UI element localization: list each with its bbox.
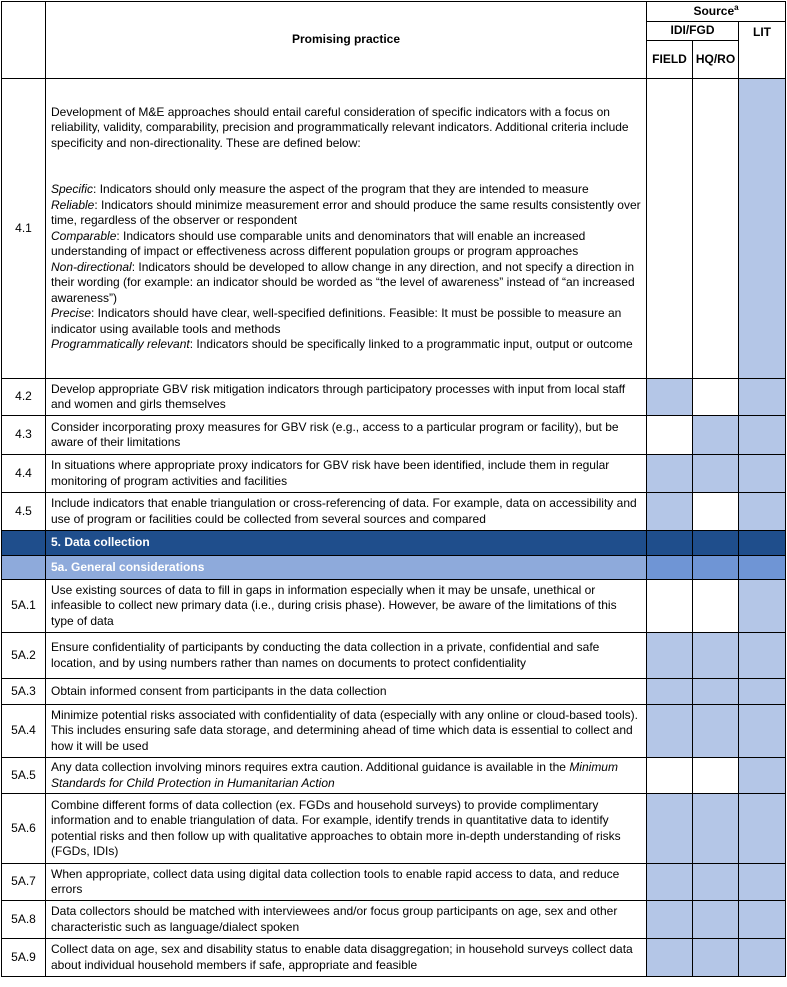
definition-item: Precise: Indicators should have clear, well-specified definitions. Feasible: It must be possible to measure an indicator using available tools and methods: [51, 306, 622, 336]
definition-item: Reliable: Indicators should minimize measurement error and should produce the same results consistently over time, regardless of the observer or respondent: [51, 197, 641, 227]
row-number: 5A.7: [2, 864, 46, 901]
field-cell: [647, 901, 693, 939]
row-text: Develop appropriate GBV risk mitigation indicators through participatory processes with input from local staff and women and girls themselves: [46, 379, 647, 416]
table-row: [2, 679, 786, 705]
row-text: When appropriate, collect data using digital data collection tools to enable rapid access to data, and reduce errors: [46, 864, 647, 901]
row-text: Include indicators that enable triangulation or cross-referencing of data. For example, data on accessibility and use of program or facilities could be collected from several sources and compared: [46, 493, 647, 531]
row-4-1-intro: Development of M&E approaches should entail careful consideration of specific indicators with a focus on reliability, validity, comparability, precision and programmatically relevant indicators. Additional criteria include specificity and non-directionality. These are defined below:: [51, 104, 629, 150]
table-row: [2, 939, 786, 977]
row-number: 4.1: [2, 79, 46, 379]
table-row: [2, 901, 786, 939]
hq-ro-cell: [693, 864, 739, 901]
table-row: [2, 455, 786, 493]
header-promising-practice: Promising practice: [46, 2, 647, 79]
row-text: In situations where appropriate proxy indicators for GBV risk have been identified, include them in regular monitoring of program activities and facilities: [46, 455, 647, 493]
row-number: 4.5: [2, 493, 46, 531]
row-number: 5A.8: [2, 901, 46, 939]
lit-cell: [739, 379, 786, 416]
lit-cell: [739, 794, 786, 864]
hq-ro-cell: [693, 633, 739, 679]
row-number: 5A.2: [2, 633, 46, 679]
header-num-cell: [2, 2, 46, 79]
lit-cell: [739, 580, 786, 633]
field-cell: [647, 416, 693, 455]
table-row: [2, 705, 786, 758]
definition-item: Non-directional: Indicators should be developed to allow change in any direction, and not specify a direction in their wording (for example: an indicator should be worded as “the level of awareness” instead of “an increased awareness”): [51, 259, 635, 305]
row-number: 4.2: [2, 379, 46, 416]
definition-item: Programmatically relevant: Indicators should be specifically linked to a programmatic input, output or outcome: [51, 337, 633, 351]
table-row: [2, 758, 786, 794]
field-cell: [647, 493, 693, 531]
lit-cell: [739, 79, 786, 379]
hq-ro-cell: [693, 379, 739, 416]
row-text: Ensure confidentiality of participants by conducting the data collection in a private, confidential and safe location, and by using numbers rather than names on documents to protect confidentiality: [46, 633, 647, 679]
header-idi-fgd: IDI/FGD: [647, 22, 739, 41]
field-cell: [647, 794, 693, 864]
section-header-row: [2, 531, 786, 556]
row-number: 5A.3: [2, 679, 46, 705]
row-text: Use existing sources of data to fill in gaps in information especially when it may be unsafe, unethical or infeasible to collect new primary data (i.e., during crisis phase). However, be aware of the limitations of this type of data: [46, 580, 647, 633]
table-row: [2, 379, 786, 416]
hq-ro-cell: [693, 705, 739, 758]
row-text: Consider incorporating proxy measures for GBV risk (e.g., access to a particular program or facility), but be aware of their limitations: [46, 416, 647, 455]
table-row: [2, 794, 786, 864]
section-title: 5. Data collection: [46, 531, 647, 556]
row-number: 4.3: [2, 416, 46, 455]
practices-table: [1, 1, 786, 977]
table-row: [2, 79, 786, 379]
table-row: [2, 493, 786, 531]
hq-ro-cell: [693, 758, 739, 794]
field-cell: [647, 939, 693, 977]
field-cell: [647, 679, 693, 705]
hq-ro-cell: [693, 679, 739, 705]
hq-ro-cell: [693, 493, 739, 531]
row-number: 5A.4: [2, 705, 46, 758]
row-text: Any data collection involving minors requires extra caution. Additional guidance is available in the Minimum Standards for Child Protection in Humanitarian Action: [46, 758, 647, 794]
header-field: FIELD: [647, 41, 693, 79]
row-text: Collect data on age, sex and disability status to enable data disaggregation; in household surveys collect data about individual household members if safe, appropriate and feasible: [46, 939, 647, 977]
definition-item: Specific: Indicators should only measure the aspect of the program that they are intended to measure: [51, 182, 589, 196]
hq-ro-cell: [693, 455, 739, 493]
row-text: Minimize potential risks associated with confidentiality of data (especially with any online or cloud-based tools). This includes ensuring safe data storage, and determining ahead of time which data is essential to collect and how it will be used: [46, 705, 647, 758]
row-text: Obtain informed consent from participants in the data collection: [46, 679, 647, 705]
field-cell: [647, 455, 693, 493]
field-cell: [647, 79, 693, 379]
row-text: [46, 79, 647, 379]
field-cell: [647, 705, 693, 758]
row-text: Combine different forms of data collection (ex. FGDs and household surveys) to provide complimentary information and to enable triangulation of data. For example, identify trends in quantitative data to identify potential risks and then follow up with qualitative approaches to obtain more in-depth understanding of risks (FGDs, IDIs): [46, 794, 647, 864]
row-number: 5A.1: [2, 580, 46, 633]
field-cell: [647, 580, 693, 633]
table-row: [2, 864, 786, 901]
lit-cell: [739, 633, 786, 679]
field-cell: [647, 633, 693, 679]
definition-item: Comparable: Indicators should use comparable units and denominators that will enable an increased understanding of impact or effectiveness across different population groups or program approaches: [51, 228, 586, 258]
hq-ro-cell: [693, 939, 739, 977]
header-hq-ro: HQ/RO: [693, 41, 739, 79]
hq-ro-cell: [693, 901, 739, 939]
header-lit: LIT: [739, 22, 786, 79]
field-cell: [647, 758, 693, 794]
lit-cell: [739, 455, 786, 493]
header-row-1: [2, 2, 786, 22]
lit-cell: [739, 901, 786, 939]
row-number: 5A.5: [2, 758, 46, 794]
table-row: [2, 580, 786, 633]
field-cell: [647, 864, 693, 901]
table-row: [2, 416, 786, 455]
hq-ro-cell: [693, 580, 739, 633]
source-footnote-marker: a: [734, 2, 739, 12]
row-number: 5A.6: [2, 794, 46, 864]
row-text: Data collectors should be matched with interviewees and/or focus group participants on age, sex and other characteristic such as language/dialect spoken: [46, 901, 647, 939]
subsection-header-row: [2, 556, 786, 580]
hq-ro-cell: [693, 416, 739, 455]
table-row: [2, 633, 786, 679]
lit-cell: [739, 705, 786, 758]
lit-cell: [739, 939, 786, 977]
hq-ro-cell: [693, 794, 739, 864]
row-number: 5A.9: [2, 939, 46, 977]
hq-ro-cell: [693, 79, 739, 379]
lit-cell: [739, 679, 786, 705]
subsection-title: 5a. General considerations: [46, 556, 647, 580]
header-source: Source$^a$: [647, 2, 786, 22]
field-cell: [647, 379, 693, 416]
lit-cell: [739, 864, 786, 901]
lit-cell: [739, 758, 786, 794]
lit-cell: [739, 493, 786, 531]
lit-cell: [739, 416, 786, 455]
row-number: 4.4: [2, 455, 46, 493]
definitions-list: [51, 182, 642, 353]
